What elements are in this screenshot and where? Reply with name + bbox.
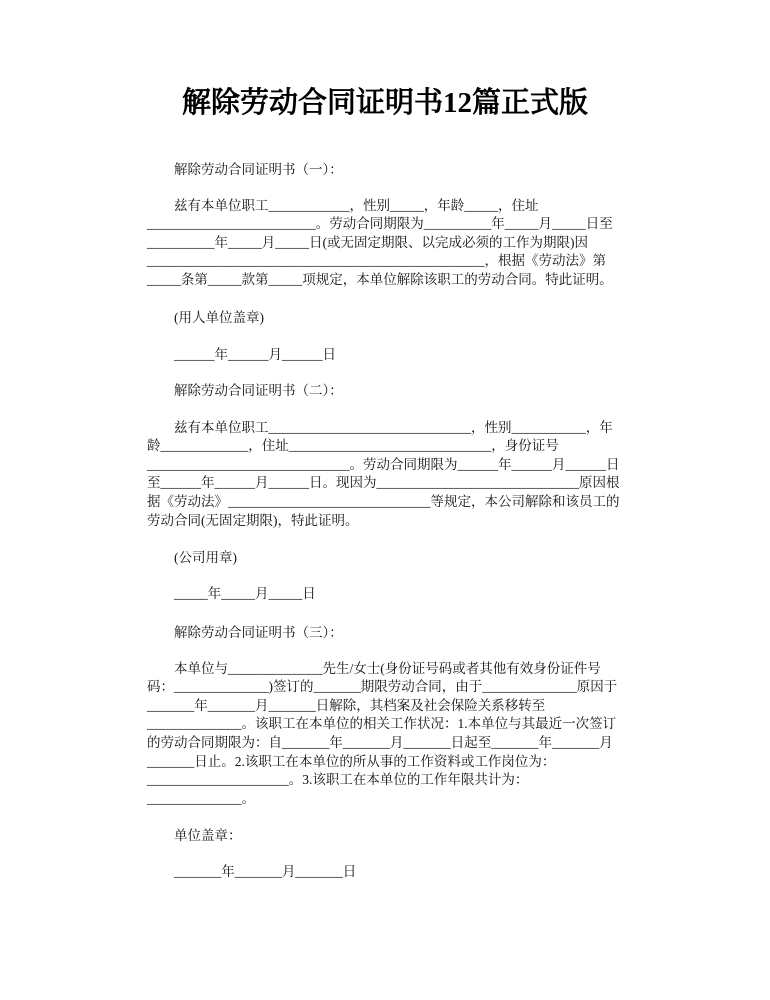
seal-line: (公司用章) <box>174 549 237 565</box>
document-title: 解除劳动合同证明书12篇正式版 <box>181 87 588 119</box>
body-line: __________年_____月_____日(或无固定期限、以完成必须的工作为期限)因 <box>147 234 588 250</box>
body-line: ______________。该职工在本单位的相关工作状况：1.本单位与其最近一次签订 <box>147 716 617 732</box>
body-line: 劳动合同(无固定期限)，特此证明。 <box>147 512 359 528</box>
body-line: _________________________。劳动合同期限为__________年_____月_____日至 <box>147 216 613 232</box>
seal-line: (用人单位盖章) <box>174 309 264 325</box>
date-line: ______年______月______日 <box>174 346 336 362</box>
body-line: ______________。 <box>147 790 255 806</box>
body-line: _______日止。2.该职工在本单位的所从事的工作资料或工作岗位为： <box>147 753 556 769</box>
section-heading: 解除劳动合同证明书（三）： <box>174 624 343 640</box>
body-line: __________________________________________________，根据《劳动法》第 <box>147 253 606 269</box>
body-line: 据《劳动法》______________________________等规定，本公司解除和该员工的 <box>147 494 620 510</box>
section-body <box>147 197 637 290</box>
section-heading: 解除劳动合同证明书（二）： <box>174 382 343 398</box>
section-body <box>147 419 637 531</box>
body-line: ______________________________。劳动合同期限为______年______月______日 <box>147 456 620 472</box>
body-line: 兹有本单位职工______________________________，性别___________，年 <box>174 419 613 435</box>
section-body <box>147 660 637 809</box>
body-line: 兹有本单位职工____________，性别_____，年龄_____，住址 <box>174 197 539 213</box>
body-line: _____________________。3.该职工在本单位的工作年限共计为： <box>147 772 529 788</box>
body-line: _____条第_____款第_____项规定，本单位解除该职工的劳动合同。特此证明。 <box>147 272 613 288</box>
seal-line: 单位盖章： <box>174 827 242 843</box>
date-line: _______年_______月_______日 <box>174 863 357 879</box>
section-heading: 解除劳动合同证明书（一）： <box>174 161 343 177</box>
body-line: 的劳动合同期限为：自_______年_______月_______日起至_______年_______月 <box>147 735 613 751</box>
body-line: _______年_______月_______日解除，其档案及社会保险关系移转至 <box>147 697 546 713</box>
body-line: 本单位与______________先生/女士(身份证号码或者其他有效身份证件号 <box>174 660 601 676</box>
body-line: 码：______________)签订的_______期限劳动合同，由于______________原因于 <box>147 679 618 695</box>
body-line: 至______年______月______日。现因为______________________________原因根 <box>147 475 620 491</box>
date-line: _____年_____月_____日 <box>174 585 316 601</box>
body-line: 龄_____________，住址______________________________，身份证号 <box>147 438 559 454</box>
